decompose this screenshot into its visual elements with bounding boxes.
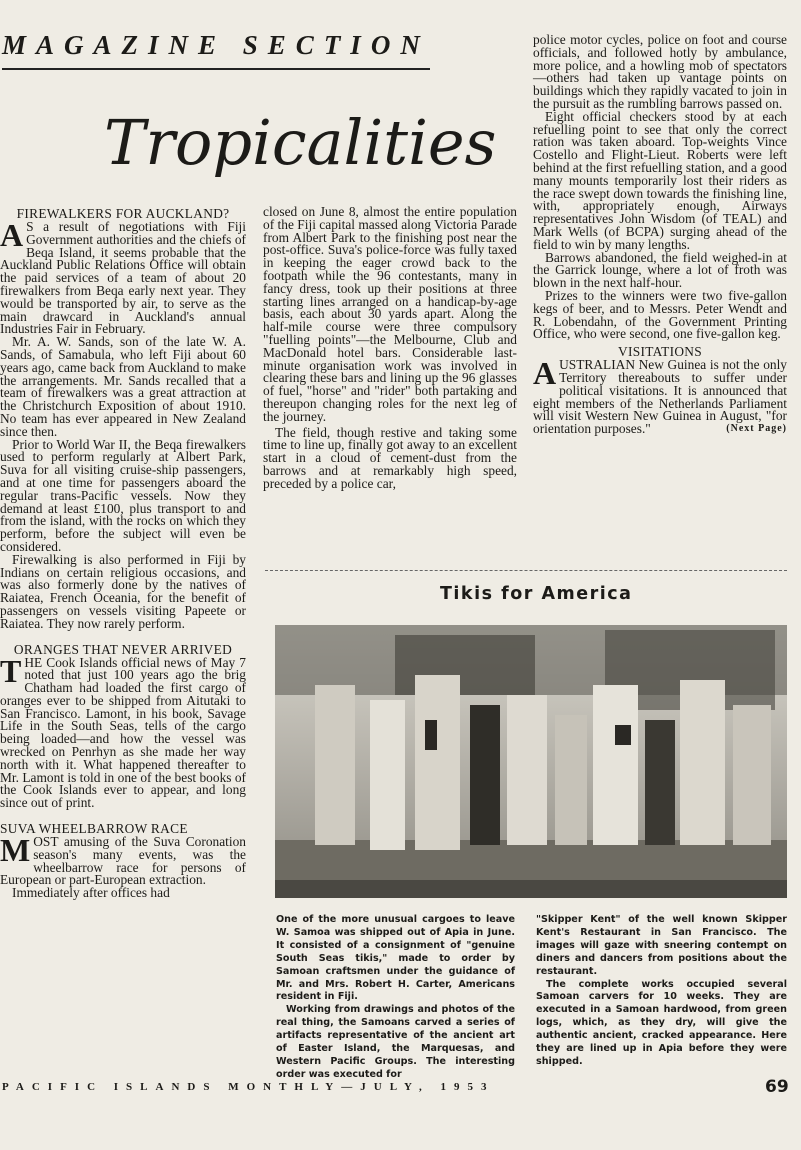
column-left <box>0 207 246 900</box>
column-right <box>533 34 787 436</box>
page-footer: PACIFIC ISLANDS MONTHLY—JULY, 1953 <box>2 1081 495 1093</box>
caption-paragraph: The complete works occupied several Samoan carvers for 10 weeks. They are executed in a Samoan hardwood, from green logs, which, as they dry, will give the authentic ancient, cracked appearance. Here they are lined up in Apia before they were shipped. <box>536 978 787 1067</box>
photo-caption-left <box>276 914 515 1082</box>
caption-paragraph: Working from drawings and photos of the real thing, the Samoans carved a series of artifacts representative of the ancient art of Easter Island, the Marquesas, and Western Pacific Groups. The interesting order was executed for <box>276 1004 515 1080</box>
paragraph: MOST amusing of the Suva Coronation season's many events, was the wheelbarrow race for persons of European or part-European extraction. <box>0 832 246 888</box>
paragraph: The field, though restive and taking some time to line up, finally got away to an excellent start in a cloud of cement-dust from the barrows and at remarkably high speed, preceded by a police car, <box>263 424 517 491</box>
headline-oranges: ORANGES THAT NEVER ARRIVED <box>13 641 233 657</box>
feature-title: Tikis for America <box>440 584 633 604</box>
paragraph: Barrows abandoned, the field weighed-in at the Garrick lounge, where a lot of froth was blown in the next half-hour. <box>533 249 787 291</box>
paragraph: Prior to World War II, the Beqa firewalkers used to perform regularly at Albert Park, Suva for all visiting cruise-ship passengers, and at one time for passengers aboard the regular trans-Pacific vessels. Now they demand at least £100, plus transport to and from the island, with the rocks on which they perform, before the subject will even be considered. <box>0 436 246 554</box>
title-text: Tropicalities <box>104 106 497 179</box>
drop-cap: M <box>0 832 31 869</box>
section-heading: MAGAZINE SECTION <box>2 30 430 60</box>
headline-firewalkers: FIREWALKERS FOR AUCKLAND? <box>16 206 230 221</box>
headline-visitations: VISITATIONS <box>617 344 703 360</box>
paragraph: THE Cook Islands official news of May 7 noted that just 100 years ago the brig Chatham had loaded the first cargo of oranges ever to be shipped from Aitutaki to San Francisco. Lamont, in his book, Savage Life in the South Seas, tells of the cargo being loaded—and how the vessel was wrecked on Penrhyn as she made her way north with it. What happened thereafter to Mr. Lamont is told in one of the best books of the Cook Islands ever to appear, and long since out of print. <box>0 652 246 811</box>
paragraph: A S a result of negotiations with Fiji Government authorities and the chiefs of Beqa Island, it seems probable that the Auckland Public Relations Office will obtain the paid services of a team of about 20 firewalkers from Beqa early next year. They would be transported by air, to serve as the main drawcard in Auckland's annual Industries Fair in February. <box>0 217 246 337</box>
caption-paragraph: "Skipper Kent" of the well known Skipper Kent's Restaurant in San Francisco. The images will gaze with sneering contempt on diners and dancers from positions about the restaurant. <box>536 914 787 977</box>
continued-marker: (Next Page) <box>726 423 787 435</box>
paragraph: Prizes to the winners were two five-gallon kegs of beer, and to Messrs. Peter Wendt and R. Lobendahn, of the Government Printing Office, who were second, one five-gallon keg. <box>533 287 787 342</box>
paragraph: Immediately after offices had <box>12 885 170 901</box>
page-number: 69 <box>765 1077 789 1097</box>
heading-rule <box>2 68 430 70</box>
drop-cap: T <box>0 652 22 689</box>
caption-paragraph: One of the more unusual cargoes to leave W. Samoa was shipped out of Apia in June. It consisted of a consignment of "genuine South Seas tikis," made to order by Samoan craftsmen under the guidance of Mr. and Mrs. Robert H. Carter, Americans resident in Fiji. <box>276 914 515 1003</box>
headline-wheelbarrow: SUVA WHEELBARROW RACE <box>0 821 188 837</box>
paragraph: police motor cycles, police on foot and course officials, and followed hotly by ambulance, more police, and a howling mob of spectators—others had taken up vantage points on buildings which they rapidly vacated to join in the pursuit as the rumbling barrows passed on. <box>533 32 787 111</box>
photo-image <box>275 625 787 898</box>
drop-cap: A <box>0 217 24 253</box>
section-divider <box>265 570 787 571</box>
paragraph: Mr. A. W. Sands, son of the late W. A. Sands, of Samabula, who left Fiji about 60 years ago, came back from Auckland to make the arrangements. Mr. Sands recalled that a team of firewalkers was a great attraction at the Christchurch Exposition of about 1910. No team has ever appeared in New Zealand since then. <box>0 334 246 439</box>
page-title <box>100 92 497 192</box>
column-middle <box>263 206 517 491</box>
tropicalities-script-title <box>100 92 497 192</box>
paragraph: closed on June 8, almost the entire population of the Fiji capital massed along Victoria Parade from Albert Park to the finishing post near the post-office. Suva's police-force was fully taxed in keeping the eager crowd back to the footpath while the 96 contestants, many in fancy dress, took up their positions at three starting lines arranged on a handicap-by-age basis, each about 30 yards apart. Along the half-mile course were three compulsory "fuelling points"—the Melbourne, Club and MacDonald hotel bars. Considerable last-minute organisation work was involved in clearing these bars and lining up the 96 glasses of fuel, "horse" and "rider" both partaking and thereupon changing roles for the next leg of the journey. <box>263 204 517 424</box>
photo-caption-right <box>536 914 787 1069</box>
paragraph: Eight official checkers stood by at each refuelling point to see that only the correct ration was taken aboard. Top-weights Vince Costello and Flight-Lieut. Roberts were left behind at the first refuelling station, and a good many mounts temporarily lost their riders as the race swept down towards the finishing line, with, appropriately enough, Airways representatives John Wisdom (of TEAL) and Mark Wells (of BCPA) surging ahead of the field to win by many lengths. <box>533 108 787 252</box>
tikis-photo <box>275 625 787 898</box>
paragraph: Firewalking is also performed in Fiji by Indians on certain religious occasions, and was also formerly done by the natives of Raiatea, French Oceania, for the benefit of passengers on vessels visiting Papeete or Raiatea. They now rarely perform. <box>0 551 246 631</box>
drop-cap: A <box>533 355 557 392</box>
paragraph: AUSTRALIAN New Guinea is not the only Territory thereabouts to suffer under political visitations. It is announced that eight members of the Netherlands Parliament will visit Western New Guinea in August, "for orientation purposes." (Next Page) <box>533 355 787 437</box>
